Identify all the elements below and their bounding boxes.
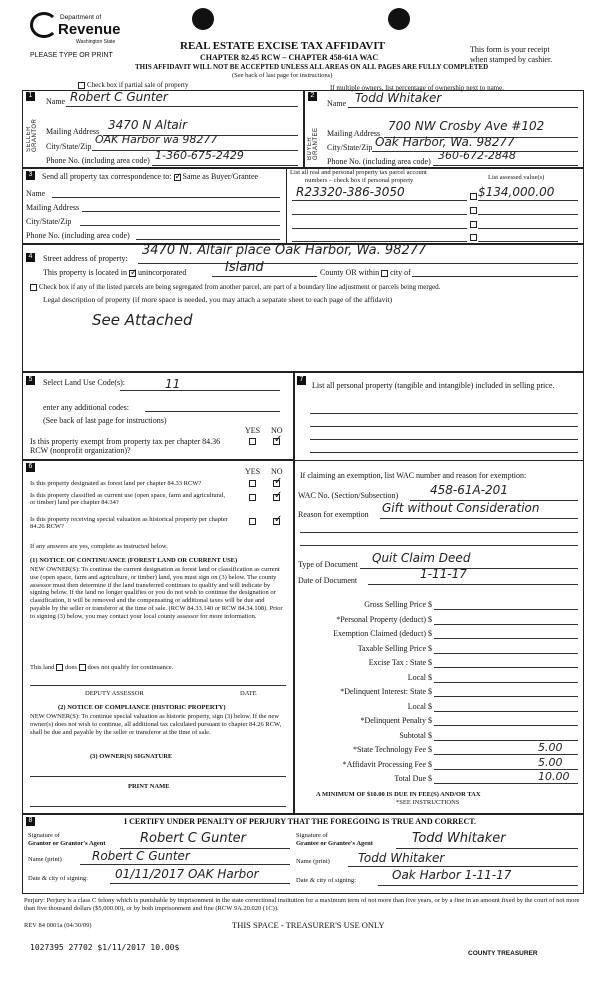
grantor-date-label: Date & city of signing: bbox=[28, 875, 88, 882]
doc-type[interactable]: Quit Claim Deed bbox=[372, 551, 471, 565]
city-checkbox[interactable] bbox=[381, 270, 388, 277]
wac-number[interactable]: 458-61A-201 bbox=[430, 483, 508, 497]
sec6-yes-header: YES bbox=[245, 467, 261, 476]
buyer-address-label: Mailing Address bbox=[327, 129, 381, 138]
grantee-sig-label: Signature of bbox=[296, 832, 328, 839]
fee-row-label: Total Due $ bbox=[394, 774, 432, 783]
corr-city-label: City/State/Zip bbox=[26, 217, 72, 226]
fee-row-label: Gross Selling Price $ bbox=[364, 600, 432, 609]
current-use-no-checkbox[interactable]: ✓ bbox=[274, 490, 283, 501]
exempt-question: Is this property exempt from property tax per chapter 84.36 RCW (nonprofit organization)? bbox=[30, 437, 221, 456]
seeback-note: (See back of last page for instructions) bbox=[43, 416, 167, 425]
forest-question: Is this property designated as forest land per chapter 84.33 RCW? bbox=[30, 480, 202, 487]
fee-row-label: *Personal Property (deduct) $ bbox=[336, 614, 432, 624]
punch-hole-right bbox=[388, 8, 410, 30]
parcel-checkbox-1[interactable] bbox=[470, 193, 477, 200]
corr-name-label: Name bbox=[26, 189, 46, 198]
receipt-note-2: when stamped by cashier. bbox=[470, 55, 553, 64]
wac-label: WAC No. (Section/Subsection) bbox=[298, 491, 399, 500]
county-treasurer-label: COUNTY TREASURER bbox=[468, 950, 538, 957]
seller-phone[interactable]: 1-360-675-2429 bbox=[155, 149, 244, 162]
notice-compliance-body: NEW OWNER(S): To continue special valuation as historic property, sign (3) below. If the new owner(s) does not wish to continue, all additional tax calculated pursuant to chapter 84.26 RCW, shall be due and payable by the seller or transferor at the time of sale. bbox=[30, 713, 282, 736]
fee-row-label: Local $ bbox=[407, 672, 432, 682]
perjury-notice: Perjury: Perjury is a class C felony which is punishable by imprisonment in the state correctional institution for a maximum term of not more than five years, or by a fine in an amount fixed by the court of not more than five thousand dollars ($5,000.00), or by both imprisonment and fine (RCW 9A.20.020 (1C)). bbox=[24, 897, 580, 913]
grantor-print-label: Name (print) bbox=[28, 856, 62, 863]
fee-row-label: *Affidavit Processing Fee $ bbox=[342, 759, 432, 769]
location-line: This property is located in ✓ unincorporated bbox=[43, 266, 187, 277]
exempt-no-checkbox[interactable]: ✓ bbox=[274, 434, 283, 445]
cashier-stamp: 1027395 27702 $1/11/2017 10.00$ bbox=[30, 943, 180, 952]
partial-sale-checkbox[interactable]: Check box if partial sale of property bbox=[78, 81, 188, 89]
fee-row-label: Taxable Selling Price $ bbox=[357, 643, 432, 653]
seller-address-label: Mailing Address bbox=[46, 127, 100, 136]
grantee-date-city[interactable]: Oak Harbor 1-11-17 bbox=[392, 868, 512, 882]
fee-row-label: *Delinquent Interest: State $ bbox=[340, 687, 432, 696]
fee-row-label: Exemption Claimed (deduct) $ bbox=[333, 629, 432, 638]
grantor-date-city[interactable]: 01/11/2017 OAK Harbor bbox=[115, 867, 259, 881]
buyer-address[interactable]: 700 NW Crosby Ave #102 bbox=[388, 119, 545, 133]
county-name[interactable]: Island bbox=[225, 260, 264, 275]
form-instructions: (See back of last page for instructions) bbox=[232, 72, 333, 79]
additional-codes-label: enter any additional codes: bbox=[43, 403, 129, 412]
fee-row-label: *State Technology Fee $ bbox=[352, 745, 432, 754]
deputy-assessor-label: DEPUTY ASSESSOR bbox=[85, 690, 144, 697]
grantor-signature[interactable]: Robert C Gunter bbox=[140, 831, 247, 846]
doc-date[interactable]: 1-11-17 bbox=[420, 567, 467, 581]
sec5-no-header: NO bbox=[271, 426, 283, 435]
receipt-note: This form is your receipt bbox=[470, 45, 550, 54]
buyer-label: BUYER GRANTEE bbox=[307, 127, 319, 160]
corr-phone-label: Phone No. (including area code) bbox=[26, 231, 130, 240]
forest-no-checkbox[interactable]: ✓ bbox=[274, 476, 283, 487]
notice-compliance-title: (2) NOTICE OF COMPLIANCE (HISTORIC PROPERTY) bbox=[58, 704, 226, 711]
buyer-city-label: City/State/Zip bbox=[327, 143, 373, 152]
legal-desc-label: Legal description of property (if more space is needed, you may attach a separate sheet to each page of the affidavit) bbox=[43, 295, 393, 304]
fee-row-label: Subtotal $ bbox=[399, 730, 432, 740]
does-checkbox[interactable] bbox=[56, 664, 63, 671]
grantor-sig-label-2: Grantor or Grantor's Agent bbox=[28, 840, 106, 847]
grantee-date-label: Date & city of signing: bbox=[296, 877, 356, 884]
historic-question: Is this property receiving special valuation as historical property per chapter 84.26 RCW? bbox=[30, 516, 228, 531]
grantee-signature[interactable]: Todd Whitaker bbox=[412, 831, 506, 846]
does-not-checkbox[interactable] bbox=[79, 664, 86, 671]
form-revision: REV 84 0001a (04/30/09) bbox=[24, 922, 92, 929]
dor-logo: Department of Revenue Washington State bbox=[30, 12, 120, 52]
grantor-print-name[interactable]: Robert C Gunter bbox=[92, 849, 190, 863]
claim-exemption-label: If claiming an exemption, list WAC number and reason for exemption: bbox=[300, 471, 527, 480]
landuse-label: Select Land Use Code(s): bbox=[43, 378, 125, 387]
sec6-no-header: NO bbox=[271, 467, 283, 476]
buyer-phone-label: Phone No. (including area code) bbox=[327, 157, 431, 166]
historic-no-checkbox[interactable]: ✓ bbox=[274, 514, 283, 525]
legal-description[interactable]: See Attached bbox=[92, 311, 193, 329]
form-chapters: CHAPTER 82.45 RCW – CHAPTER 458-61A WAC bbox=[200, 53, 379, 62]
parcel-checkbox-4[interactable] bbox=[470, 234, 477, 241]
section-5-number: 5 bbox=[26, 376, 35, 385]
seller-name-label: Name bbox=[46, 97, 66, 106]
notice-continuance-title: (1) NOTICE OF CONTINUANCE (FOREST LAND OR CURRENT USE) bbox=[30, 557, 238, 564]
fee-row-value[interactable]: 5.00 bbox=[538, 741, 563, 754]
forest-yes-checkbox[interactable] bbox=[249, 480, 256, 487]
notice-continuance-body: NEW OWNER(S): To continue the current designation as forest land or classification as current use (open space, farm and agriculture, or timber) land, you must sign on (3) below. The county assessor must then determine if the land transferred continues to qualify and will indicate by signing below. If the land no longer qualifies or you do not wish to continue the designation or classification, it will be removed and the compensating or additional taxes will be due and payable by the seller or transferor at the time of sale. (RCW 84.33.140 or RCW 84.34.108). Prior to signing (3) below, you may contact your local county assessor for more information. bbox=[30, 566, 283, 620]
section-7-number: 7 bbox=[297, 376, 306, 385]
buyer-phone[interactable]: 360-672-2848 bbox=[438, 149, 516, 162]
doc-date-label: Date of Document bbox=[298, 576, 358, 585]
grantee-print-label: Name (print) bbox=[296, 858, 330, 865]
multiple-owners-note: If multiple owners, list percentage of ownership next to name. bbox=[330, 84, 504, 92]
parcel-checkbox-3[interactable] bbox=[470, 221, 477, 228]
buyer-city[interactable]: Oak Harbor, Wa. 98277 bbox=[375, 135, 515, 149]
ifany-note: If any answers are yes, complete as instructed below. bbox=[30, 543, 168, 550]
parcel-checkbox-2[interactable] bbox=[470, 207, 477, 214]
send-correspondence: Send all property tax correspondence to: ✓ Same as Buyer/Grantee bbox=[42, 170, 259, 181]
section-3-number: 3 bbox=[26, 171, 35, 180]
this-land-line: This land does does not qualify for continuance. bbox=[30, 664, 174, 671]
parcel-header-2: numbers – check box if personal property bbox=[305, 177, 414, 184]
certify-statement: I CERTIFY UNDER PENALTY OF PERJURY THAT THE FOREGOING IS TRUE AND CORRECT. bbox=[124, 817, 477, 826]
segregated-checkbox[interactable]: Check box if any of the listed parcels are being segregated from another parcel, are part of a boundary line adjustment or parcels being merged. bbox=[30, 283, 440, 291]
fee-row-label: *Delinquent Penalty $ bbox=[360, 716, 432, 725]
owner-signature-label: (3) OWNER(S) SIGNATURE bbox=[90, 753, 173, 760]
grantor-sig-label: Signature of bbox=[28, 832, 60, 839]
sec5-yes-header: YES bbox=[245, 426, 261, 435]
parcel-number[interactable]: R23320-386-3050 bbox=[296, 185, 405, 199]
deputy-date-label: DATE bbox=[240, 690, 257, 697]
doc-type-label: Type of Document bbox=[298, 560, 358, 569]
fee-row-value[interactable]: 10.00 bbox=[538, 770, 570, 783]
punch-hole-left bbox=[192, 8, 214, 30]
exemption-reason[interactable]: Gift without Consideration bbox=[382, 501, 540, 515]
grantee-sig-label-2: Grantee or Grantee's Agent bbox=[296, 840, 373, 847]
seller-label: SELLER GRANTOR bbox=[26, 118, 38, 152]
form-warning: THIS AFFIDAVIT WILL NOT BE ACCEPTED UNLESS ALL AREAS ON ALL PAGES ARE FULLY COMPLETED bbox=[135, 63, 489, 71]
seller-city[interactable]: OAK Harbor wa 98277 bbox=[95, 133, 218, 146]
fee-row-label: Excise Tax : State $ bbox=[368, 658, 432, 667]
assessed-value[interactable]: $134,000.00 bbox=[478, 185, 555, 199]
seller-address[interactable]: 3470 N Altair bbox=[108, 118, 188, 132]
personal-property-label: List all personal property (tangible and intangible) included in selling price. bbox=[312, 381, 555, 390]
buyer-name[interactable]: Todd Whitaker bbox=[355, 91, 442, 105]
minimum-fee-note: A MINIMUM OF $10.00 IS DUE IN FEE(S) AND/OR TAX bbox=[316, 791, 481, 798]
assessed-header: List assessed value(s) bbox=[488, 174, 545, 181]
section-1-number: 1 bbox=[26, 92, 35, 101]
county-or-city: County OR within city of bbox=[320, 268, 411, 277]
see-instructions-note: *SEE INSTRUCTIONS bbox=[396, 799, 460, 806]
fee-row-label: Local $ bbox=[407, 701, 432, 711]
property-street[interactable]: 3470 N. Altair place Oak Harbor, Wa. 98277 bbox=[142, 243, 427, 258]
seller-phone-label: Phone No. (including area code) bbox=[46, 156, 150, 165]
section-8-number: 8 bbox=[26, 817, 35, 826]
fee-row-value[interactable]: 5.00 bbox=[538, 755, 563, 769]
buyer-name-label: Name bbox=[327, 99, 347, 108]
form-title: REAL ESTATE EXCISE TAX AFFIDAVIT bbox=[180, 40, 385, 52]
parcel-header: List all real and personal property tax parcel account bbox=[290, 169, 427, 176]
current-use-question: Is this property classified as current use (open space, farm and agricultural, or timber) land per chapter 84.34? bbox=[30, 492, 226, 507]
section-6-box bbox=[22, 460, 294, 814]
street-label: Street address of property: bbox=[43, 254, 128, 263]
section-2-number: 2 bbox=[308, 92, 317, 101]
reason-label: Reason for exemption bbox=[298, 510, 369, 519]
unincorporated-checkbox[interactable]: ✓ bbox=[129, 266, 138, 277]
corr-address-label: Mailing Address bbox=[26, 203, 80, 212]
please-type: PLEASE TYPE OR PRINT bbox=[30, 52, 113, 59]
print-name-label: PRINT NAME bbox=[128, 783, 170, 790]
seller-city-label: City/State/Zip bbox=[46, 142, 92, 151]
landuse-code[interactable]: 11 bbox=[165, 377, 181, 391]
section-4-number: 4 bbox=[26, 253, 35, 262]
seller-name[interactable]: Robert C Gunter bbox=[70, 90, 168, 104]
historic-yes-checkbox[interactable] bbox=[249, 518, 256, 525]
current-use-yes-checkbox[interactable] bbox=[249, 494, 256, 501]
grantee-print-name[interactable]: Todd Whitaker bbox=[358, 851, 445, 865]
section-6-number: 6 bbox=[26, 463, 35, 472]
exempt-yes-checkbox[interactable] bbox=[249, 438, 256, 445]
same-as-buyer-checkbox[interactable]: ✓ bbox=[174, 170, 183, 181]
treasurer-space-label: THIS SPACE - TREASURER'S USE ONLY bbox=[232, 920, 385, 930]
